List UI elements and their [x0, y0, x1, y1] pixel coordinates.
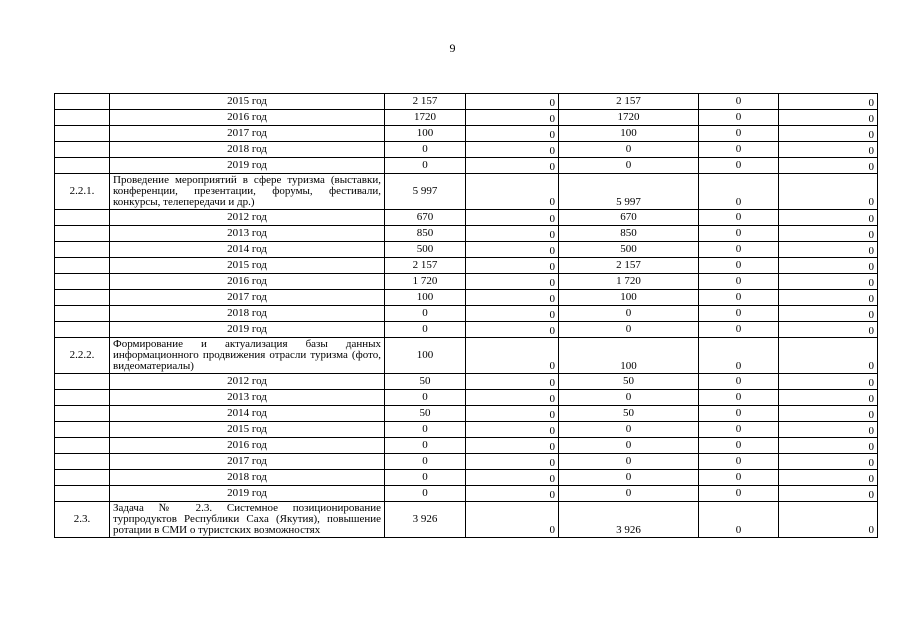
row-number-cell: 2.3.	[55, 502, 110, 538]
year-row	[55, 390, 878, 406]
row-name-cell: 2018 год	[110, 470, 385, 486]
page-number: 9	[449, 41, 456, 55]
extrabudgetary-cell: 0	[779, 142, 878, 158]
row-number-cell	[55, 306, 110, 322]
year-row	[55, 110, 878, 126]
extrabudgetary-cell: 0	[779, 274, 878, 290]
total-cell: 3 926	[385, 502, 466, 538]
row-name-cell: 2016 год	[110, 274, 385, 290]
republic-budget-cell: 0	[559, 158, 699, 174]
federal-budget-cell: 0	[466, 94, 559, 110]
federal-budget-cell: 0	[466, 110, 559, 126]
local-budget-cell: 0	[699, 242, 779, 258]
extrabudgetary-cell: 0	[779, 438, 878, 454]
local-budget-cell: 0	[699, 94, 779, 110]
year-row	[55, 422, 878, 438]
federal-budget-cell: 0	[466, 406, 559, 422]
row-number-cell: 2.2.2.	[55, 338, 110, 374]
extrabudgetary-cell: 0	[779, 242, 878, 258]
republic-budget-cell: 1 720	[559, 274, 699, 290]
total-cell: 0	[385, 158, 466, 174]
local-budget-cell: 0	[699, 338, 779, 374]
total-cell: 0	[385, 322, 466, 338]
total-cell: 50	[385, 406, 466, 422]
local-budget-cell: 0	[699, 390, 779, 406]
extrabudgetary-cell: 0	[779, 174, 878, 210]
extrabudgetary-cell: 0	[779, 226, 878, 242]
republic-budget-cell: 100	[559, 338, 699, 374]
total-cell: 100	[385, 290, 466, 306]
row-number-cell: 2.2.1.	[55, 174, 110, 210]
row-name-cell: 2017 год	[110, 126, 385, 142]
row-number-cell	[55, 258, 110, 274]
total-cell: 0	[385, 438, 466, 454]
local-budget-cell: 0	[699, 422, 779, 438]
local-budget-cell: 0	[699, 110, 779, 126]
local-budget-cell: 0	[699, 174, 779, 210]
republic-budget-cell: 670	[559, 210, 699, 226]
local-budget-cell: 0	[699, 274, 779, 290]
extrabudgetary-cell: 0	[779, 470, 878, 486]
extrabudgetary-cell: 0	[779, 322, 878, 338]
row-name-cell: 2015 год	[110, 94, 385, 110]
federal-budget-cell: 0	[466, 226, 559, 242]
federal-budget-cell: 0	[466, 158, 559, 174]
total-cell: 0	[385, 142, 466, 158]
total-cell: 0	[385, 390, 466, 406]
row-name-cell: 2015 год	[110, 422, 385, 438]
extrabudgetary-cell: 0	[779, 406, 878, 422]
row-name-cell: 2019 год	[110, 158, 385, 174]
row-name-cell: Проведение мероприятий в сфере туризма (выставки, конференции, презентации, форумы, фестивали, конкурсы, телепередачи и др.)	[110, 174, 385, 210]
local-budget-cell: 0	[699, 126, 779, 142]
row-name-cell: 2013 год	[110, 226, 385, 242]
local-budget-cell: 0	[699, 406, 779, 422]
federal-budget-cell: 0	[466, 422, 559, 438]
federal-budget-cell: 0	[466, 486, 559, 502]
republic-budget-cell: 0	[559, 486, 699, 502]
federal-budget-cell: 0	[466, 126, 559, 142]
republic-budget-cell: 100	[559, 290, 699, 306]
republic-budget-cell: 0	[559, 322, 699, 338]
row-number-cell	[55, 486, 110, 502]
year-row	[55, 486, 878, 502]
total-cell: 100	[385, 126, 466, 142]
total-cell: 50	[385, 374, 466, 390]
federal-budget-cell: 0	[466, 338, 559, 374]
republic-budget-cell: 1720	[559, 110, 699, 126]
extrabudgetary-cell: 0	[779, 210, 878, 226]
total-cell: 670	[385, 210, 466, 226]
local-budget-cell: 0	[699, 210, 779, 226]
republic-budget-cell: 0	[559, 438, 699, 454]
year-row	[55, 406, 878, 422]
extrabudgetary-cell: 0	[779, 502, 878, 538]
activity-row	[55, 502, 878, 538]
local-budget-cell: 0	[699, 486, 779, 502]
extrabudgetary-cell: 0	[779, 390, 878, 406]
row-number-cell	[55, 242, 110, 258]
local-budget-cell: 0	[699, 470, 779, 486]
federal-budget-cell: 0	[466, 438, 559, 454]
total-cell: 0	[385, 486, 466, 502]
total-cell: 1 720	[385, 274, 466, 290]
row-name-cell: 2017 год	[110, 290, 385, 306]
row-number-cell	[55, 454, 110, 470]
federal-budget-cell: 0	[466, 174, 559, 210]
year-row	[55, 142, 878, 158]
local-budget-cell: 0	[699, 158, 779, 174]
total-cell: 0	[385, 422, 466, 438]
republic-budget-cell: 850	[559, 226, 699, 242]
year-row	[55, 158, 878, 174]
row-name-cell: 2014 год	[110, 242, 385, 258]
year-row	[55, 290, 878, 306]
row-name-cell: 2016 год	[110, 110, 385, 126]
extrabudgetary-cell: 0	[779, 486, 878, 502]
republic-budget-cell: 0	[559, 390, 699, 406]
federal-budget-cell: 0	[466, 258, 559, 274]
year-row	[55, 470, 878, 486]
year-row	[55, 454, 878, 470]
republic-budget-cell: 0	[559, 422, 699, 438]
total-cell: 1720	[385, 110, 466, 126]
republic-budget-cell: 0	[559, 142, 699, 158]
republic-budget-cell: 50	[559, 406, 699, 422]
republic-budget-cell: 2 157	[559, 258, 699, 274]
local-budget-cell: 0	[699, 502, 779, 538]
republic-budget-cell: 0	[559, 454, 699, 470]
row-name-cell: 2015 год	[110, 258, 385, 274]
total-cell: 5 997	[385, 174, 466, 210]
federal-budget-cell: 0	[466, 290, 559, 306]
republic-budget-cell: 3 926	[559, 502, 699, 538]
row-number-cell	[55, 470, 110, 486]
local-budget-cell: 0	[699, 306, 779, 322]
extrabudgetary-cell: 0	[779, 126, 878, 142]
activity-row	[55, 338, 878, 374]
republic-budget-cell: 500	[559, 242, 699, 258]
federal-budget-cell: 0	[466, 306, 559, 322]
row-name-cell: 2018 год	[110, 142, 385, 158]
local-budget-cell: 0	[699, 258, 779, 274]
row-name-cell: 2013 год	[110, 390, 385, 406]
row-name-cell: Формирование и актуализация базы данных информационного продвижения отрасли туризма (фото, видеоматериалы)	[110, 338, 385, 374]
row-number-cell	[55, 226, 110, 242]
extrabudgetary-cell: 0	[779, 338, 878, 374]
row-name-cell: 2019 год	[110, 486, 385, 502]
extrabudgetary-cell: 0	[779, 374, 878, 390]
year-row	[55, 274, 878, 290]
total-cell: 0	[385, 306, 466, 322]
extrabudgetary-cell: 0	[779, 258, 878, 274]
year-row	[55, 210, 878, 226]
extrabudgetary-cell: 0	[779, 158, 878, 174]
total-cell: 850	[385, 226, 466, 242]
local-budget-cell: 0	[699, 438, 779, 454]
row-number-cell	[55, 158, 110, 174]
row-name-cell: 2012 год	[110, 374, 385, 390]
year-row	[55, 322, 878, 338]
local-budget-cell: 0	[699, 374, 779, 390]
activity-row	[55, 174, 878, 210]
extrabudgetary-cell: 0	[779, 422, 878, 438]
year-row	[55, 258, 878, 274]
federal-budget-cell: 0	[466, 470, 559, 486]
federal-budget-cell: 0	[466, 242, 559, 258]
budget-table-body	[55, 94, 878, 538]
federal-budget-cell: 0	[466, 210, 559, 226]
row-number-cell	[55, 126, 110, 142]
local-budget-cell: 0	[699, 322, 779, 338]
year-row	[55, 306, 878, 322]
federal-budget-cell: 0	[466, 502, 559, 538]
total-cell: 2 157	[385, 94, 466, 110]
row-name-cell: 2014 год	[110, 406, 385, 422]
federal-budget-cell: 0	[466, 274, 559, 290]
extrabudgetary-cell: 0	[779, 306, 878, 322]
total-cell: 500	[385, 242, 466, 258]
local-budget-cell: 0	[699, 226, 779, 242]
row-number-cell	[55, 422, 110, 438]
row-name-cell: 2016 год	[110, 438, 385, 454]
year-row	[55, 438, 878, 454]
row-number-cell	[55, 390, 110, 406]
row-name-cell: 2018 год	[110, 306, 385, 322]
row-number-cell	[55, 290, 110, 306]
federal-budget-cell: 0	[466, 454, 559, 470]
row-name-cell: 2017 год	[110, 454, 385, 470]
local-budget-cell: 0	[699, 454, 779, 470]
total-cell: 100	[385, 338, 466, 374]
row-number-cell	[55, 438, 110, 454]
budget-table	[54, 93, 878, 538]
year-row	[55, 226, 878, 242]
republic-budget-cell: 5 997	[559, 174, 699, 210]
row-number-cell	[55, 274, 110, 290]
row-number-cell	[55, 406, 110, 422]
federal-budget-cell: 0	[466, 142, 559, 158]
row-name-cell: Задача № 2.3. Системное позиционирование турпродуктов Республики Саха (Якутия), повышение ротации в СМИ о туристских возможностях	[110, 502, 385, 538]
extrabudgetary-cell: 0	[779, 110, 878, 126]
republic-budget-cell: 100	[559, 126, 699, 142]
row-number-cell	[55, 110, 110, 126]
row-name-cell: 2019 год	[110, 322, 385, 338]
row-number-cell	[55, 374, 110, 390]
year-row	[55, 126, 878, 142]
row-number-cell	[55, 210, 110, 226]
federal-budget-cell: 0	[466, 390, 559, 406]
year-row	[55, 242, 878, 258]
extrabudgetary-cell: 0	[779, 290, 878, 306]
row-number-cell	[55, 142, 110, 158]
total-cell: 0	[385, 470, 466, 486]
republic-budget-cell: 50	[559, 374, 699, 390]
extrabudgetary-cell: 0	[779, 94, 878, 110]
local-budget-cell: 0	[699, 290, 779, 306]
federal-budget-cell: 0	[466, 322, 559, 338]
row-name-cell: 2012 год	[110, 210, 385, 226]
row-number-cell	[55, 322, 110, 338]
year-row	[55, 94, 878, 110]
total-cell: 0	[385, 454, 466, 470]
row-number-cell	[55, 94, 110, 110]
federal-budget-cell: 0	[466, 374, 559, 390]
year-row	[55, 374, 878, 390]
republic-budget-cell: 2 157	[559, 94, 699, 110]
total-cell: 2 157	[385, 258, 466, 274]
republic-budget-cell: 0	[559, 470, 699, 486]
extrabudgetary-cell: 0	[779, 454, 878, 470]
republic-budget-cell: 0	[559, 306, 699, 322]
local-budget-cell: 0	[699, 142, 779, 158]
